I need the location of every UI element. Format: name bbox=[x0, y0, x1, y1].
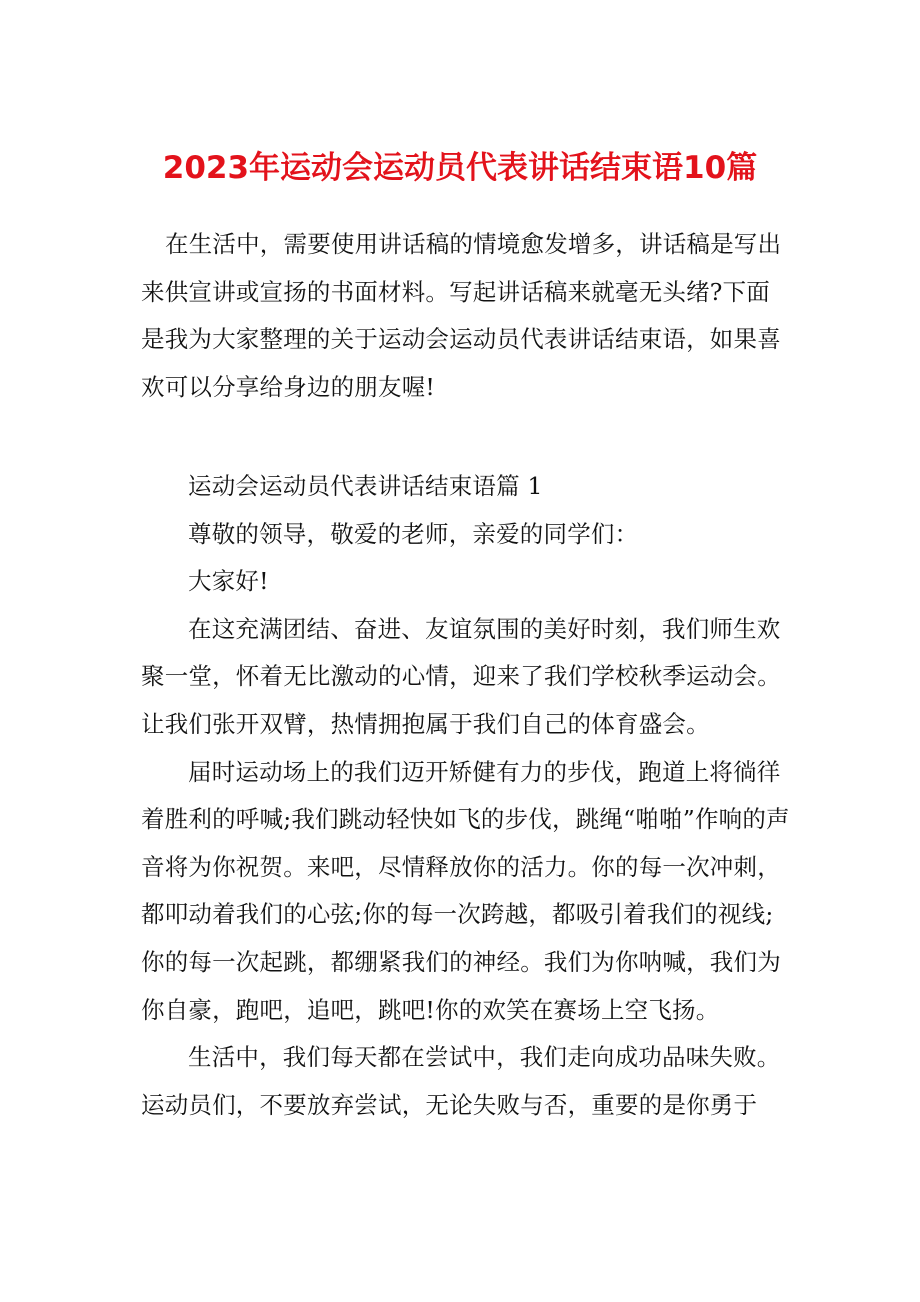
body-paragraph: 届时运动场上的我们迈开矫健有力的步伐，跑道上将徜徉着胜利的呼喊;我们跳动轻快如飞的步伐，跳绳“啪啪”作响的声音将为你祝贺。来吧，尽情释放你的活力。你的每一次冲刺，都叩动着我们的心弦;你的每一次跨越，都吸引着我们的视线;你的每一次起跳，都绷紧我们的神经。我们为你呐喊，我们为你自豪，跑吧，追吧，跳吧!你的欢笑在赛场上空飞扬。 bbox=[141, 757, 790, 1024]
body-paragraph: 在这充满团结、奋进、友谊氛围的美好时刻，我们师生欢聚一堂，怀着无比激动的心情，迎来了我们学校秋季运动会。让我们张开双臂，热情拥抱属于我们自己的体育盛会。 bbox=[141, 614, 781, 738]
greeting: 大家好! bbox=[188, 567, 269, 596]
section-heading: 运动会运动员代表讲话结束语篇 1 bbox=[188, 472, 543, 500]
salutation: 尊敬的领导，敬爱的老师，亲爱的同学们： bbox=[188, 519, 639, 548]
intro-paragraph: 在生活中，需要使用讲话稿的情境愈发增多，讲话稿是写出来供宣讲或宣扬的书面材料。写起讲话稿来就毫无头绪?下面是我为大家整理的关于运动会运动员代表讲话结束语，如果喜欢可以分享给身边的朋友喔! bbox=[141, 230, 782, 401]
speech-section bbox=[141, 463, 791, 1129]
document-title: 2023年运动会运动员代表讲话结束语10篇 bbox=[162, 150, 758, 186]
body-paragraph: 生活中，我们每天都在尝试中，我们走向成功品味失败。运动员们，不要放弃尝试，无论失败与否，重要的是你勇于 bbox=[141, 1043, 781, 1119]
